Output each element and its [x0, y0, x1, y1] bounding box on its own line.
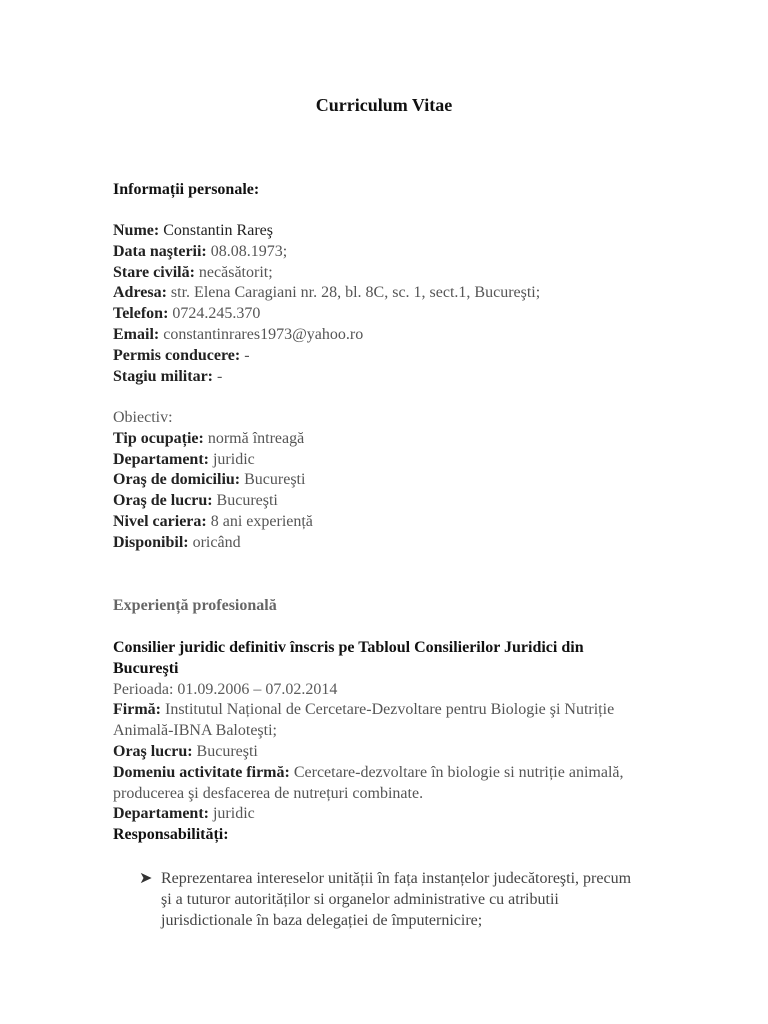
field-value: 8 ani experiență	[206, 512, 313, 530]
field-career-level	[113, 512, 653, 533]
field-label: Nume:	[113, 222, 160, 239]
field-value: necăsătorit;	[194, 263, 273, 281]
job-period: Perioada: 01.09.2006 – 07.02.2014	[113, 680, 338, 698]
field-label: Email:	[113, 325, 160, 343]
job-department	[113, 804, 648, 825]
field-label: Disponibil:	[113, 533, 189, 551]
experience-heading: Experiență profesională	[113, 597, 277, 614]
field-work-city	[113, 491, 653, 512]
field-label: Tip ocupație:	[113, 429, 204, 447]
objective-section	[113, 408, 653, 554]
field-value: Bucureşti	[240, 471, 306, 489]
field-value: juridic	[208, 805, 255, 823]
field-label: Departament:	[113, 805, 209, 823]
field-driving-license	[113, 346, 653, 367]
field-value: Bucureşti	[192, 742, 258, 760]
job-city	[113, 742, 648, 763]
field-value: Bucureşti	[212, 492, 278, 510]
field-label: Permis conducere:	[113, 346, 241, 364]
field-value: -	[240, 346, 250, 364]
field-label: Nivel cariera:	[113, 512, 207, 530]
field-value: constantinrares1973@yahoo.ro	[159, 325, 364, 343]
field-availability	[113, 533, 653, 554]
field-label: Oraş lucru:	[113, 742, 193, 760]
field-value: Institutul Național de Cercetare-Dezvoltare pentru Biologie şi Nutriție Animală-IBNA Baloteşti;	[113, 701, 615, 740]
field-value: str. Elena Caragiani nr. 28, bl. 8C, sc. 1, sect.1, Bucureşti;	[166, 284, 541, 302]
responsibility-text: Reprezentarea intereselor unității în fața instanțelor judecătoreşti, precum şi a tuturor autorităților si organelor administrative cu atributii jurisdictionale în baza delegației de împuternicire;	[161, 870, 632, 929]
field-label: Domeniu activitate firmă:	[113, 763, 290, 781]
personal-info-heading: Informații personale:	[113, 181, 260, 198]
field-value: Cercetare-dezvoltare în biologie si nutriție animală, producerea şi desfacerea de nutrețuri combinate.	[113, 763, 624, 802]
responsibilities-heading: Responsabilități:	[113, 826, 229, 844]
field-label: Data naşterii:	[113, 242, 207, 260]
personal-info-section	[113, 180, 653, 201]
responsibilities-list	[139, 868, 639, 931]
field-home-city	[113, 470, 653, 491]
field-label: Oraş de lucru:	[113, 492, 213, 510]
job-domain	[113, 763, 648, 805]
job-firm	[113, 700, 648, 742]
field-value: -	[213, 367, 223, 385]
field-label: Departament:	[113, 450, 209, 468]
field-name	[113, 221, 653, 242]
field-birthdate	[113, 242, 653, 263]
field-value: juridic	[208, 450, 255, 468]
field-label: Stagiu militar:	[113, 367, 213, 385]
field-civil-status	[113, 263, 653, 284]
document-title: Curriculum Vitae	[315, 95, 453, 115]
field-value: 0724.245.370	[168, 305, 261, 323]
field-phone	[113, 304, 653, 325]
field-email	[113, 325, 653, 346]
job-entry	[113, 638, 648, 846]
field-value: oricând	[188, 533, 241, 551]
arrow-bullet-icon: ➤	[139, 870, 153, 887]
objective-heading: Obiectiv:	[113, 409, 173, 426]
field-address	[113, 283, 653, 304]
field-value: Constantin Rareş	[159, 222, 273, 239]
field-occupation-type	[113, 429, 653, 450]
list-item	[139, 868, 639, 931]
field-label: Adresa:	[113, 284, 167, 302]
field-label: Telefon:	[113, 305, 169, 323]
field-label: Stare civilă:	[113, 263, 195, 281]
field-label: Oraş de domiciliu:	[113, 471, 241, 489]
field-department	[113, 450, 653, 471]
field-value: 08.08.1973;	[206, 242, 288, 260]
job-title: Consilier juridic definitiv înscris pe Tabloul Consilierilor Juridici din Bucureşti	[113, 639, 584, 677]
experience-section	[113, 596, 653, 617]
field-label: Firmă:	[113, 701, 161, 719]
field-value: normă întreagă	[203, 429, 305, 447]
personal-fields	[113, 221, 653, 387]
field-military	[113, 367, 653, 388]
